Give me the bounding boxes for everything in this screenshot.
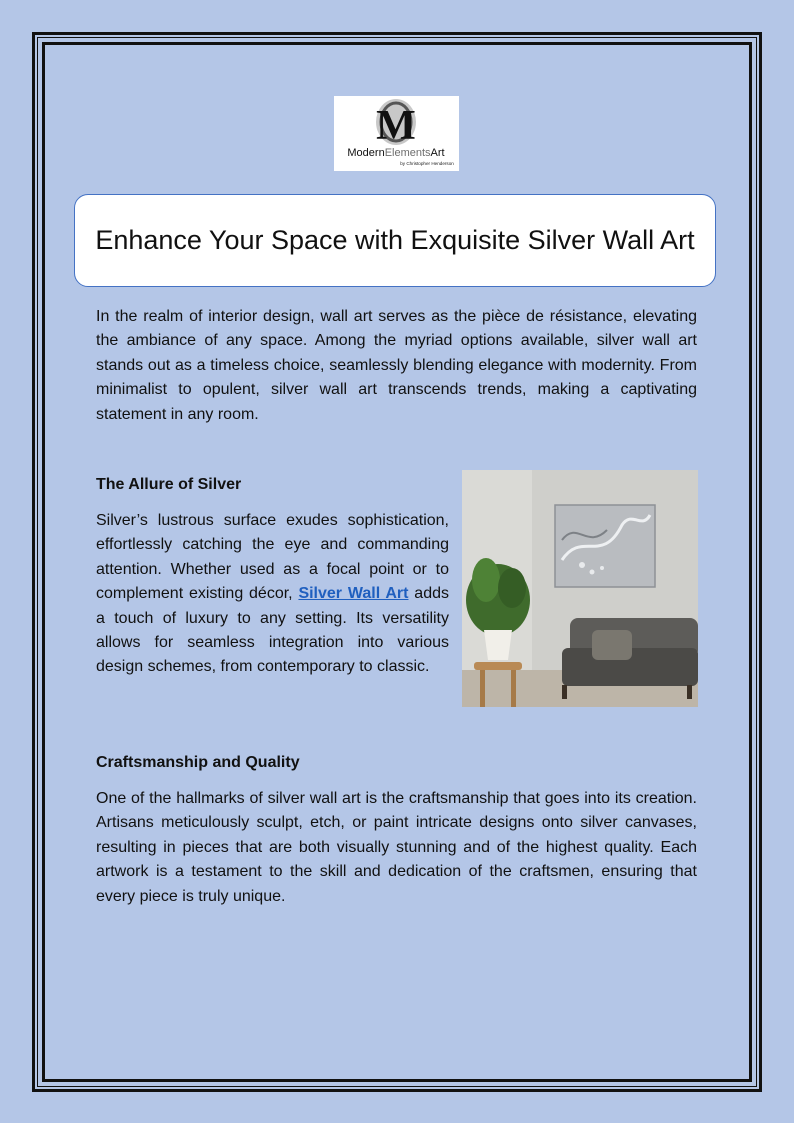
intro-paragraph: In the realm of interior design, wall art serves as the pièce de résistance, elevating the ambiance of any space. Among the myriad options available, silver wall art stands out as a timeless choice, seamlessly blending elegance with modernity. From minimalist to opulent, silver wall art transcends trends, making a captivating statement in any room. <box>96 308 697 423</box>
silver-wall-art-link[interactable]: Silver Wall Art <box>298 585 409 603</box>
logo-letter: M <box>376 103 416 149</box>
section-heading-allure: The Allure of Silver <box>96 476 242 493</box>
page-title: Enhance Your Space with Exquisite Silver Wall Art <box>95 225 695 255</box>
allure-paragraph: Silver’s lustrous surface exudes sophistication, effortlessly catching the eye and commanding attention. Whether used as a focal point or to complement existing décor, Silver Wall Art adds a touch of luxury to any setting. Its versatility allows for seamless integration into various design schemes, from contemporary to classic. <box>96 512 449 676</box>
section-heading-craftsmanship: Craftsmanship and Quality <box>96 754 300 771</box>
room-photo <box>462 470 698 707</box>
logo-wordmark: ModernElementsArt <box>347 147 445 159</box>
logo-byline: by Christopher Henderson <box>400 161 454 166</box>
brand-logo <box>334 96 459 171</box>
craftsmanship-paragraph: One of the hallmarks of silver wall art is the craftsmanship that goes into its creation. Artisans meticulously sculpt, etch, or paint intricate designs onto silver canvases, resulting in pieces that are both visually stunning and of the highest quality. Each artwork is a testament to the skill and dedication of the craftsmen, ensuring that every piece is truly unique. <box>96 790 697 905</box>
title-box <box>74 194 716 287</box>
